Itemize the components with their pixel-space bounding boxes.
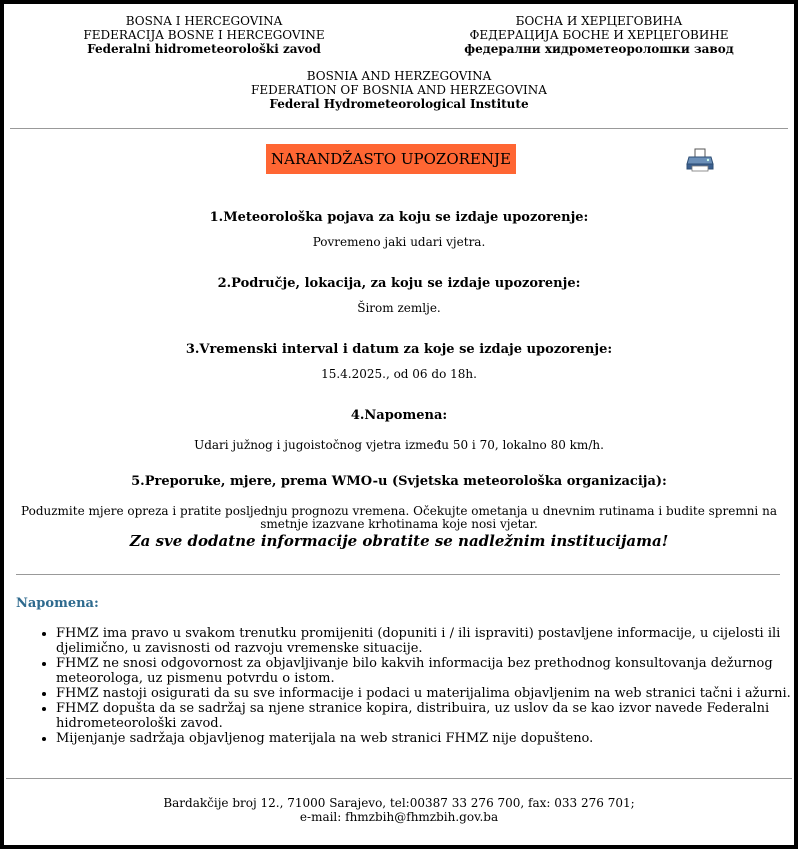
list-item: • FHMZ ne snosi odgovornost za objavljivanje bilo kakvih informacija bez prethodnog konsultovanja dežurnog meteorologa, uz pismenu potvrdu o istom. xyxy=(56,656,798,686)
header-left-line1: BOSNA I HERCEGOVINA xyxy=(125,14,283,28)
list-item: • FHMZ dopušta da se sadržaj sa njene stranice kopira, distribuira, uz uslov da se kao izvor navede Federalni hidrometeorološki zavod. xyxy=(56,701,798,731)
section-4-title: 4.Napomena: xyxy=(350,408,448,423)
footer xyxy=(4,796,794,824)
section-1-title: 1.Meteorološka pojava za koju se izdaje upozorenje: xyxy=(209,210,589,225)
section-2-title: 2.Područje, lokacija, za koju se izdaje upozorenje: xyxy=(217,276,581,291)
page-frame xyxy=(4,4,794,845)
printer-icon[interactable] xyxy=(686,148,714,172)
disclaimer-list xyxy=(16,626,798,746)
header-left-line3: Federalni hidrometeorološki zavod xyxy=(87,42,321,56)
section-5-title: 5.Preporuke, mjere, prema WMO-u (Svjetska meteorološka organizacija): xyxy=(131,474,667,489)
section-3-title: 3.Vremenski interval i datum za koje se izdaje upozorenje: xyxy=(185,342,613,357)
footer-divider xyxy=(6,778,792,779)
header-left xyxy=(44,14,364,56)
content-divider xyxy=(16,574,780,575)
section-4-text: Udari južnog i jugoistočnog vjetra između 50 i 70, lokalno 80 km/h. xyxy=(194,438,604,452)
header-center-line2: FEDERATION OF BOSNIA AND HERZEGOVINA xyxy=(251,83,547,97)
header-right-line3: федерални хидрометеоролошки завод xyxy=(464,42,734,56)
disclaimer-label: Napomena: xyxy=(16,596,99,611)
section-5-text: Poduzmite mjere opreza i pratite posljednju prognozu vremena. Očekujte ometanja u dnevnim rutinama i budite spremni na smetnje izazvane krhotinama koje nosi vjetar. xyxy=(21,504,777,531)
header-right-line1: БОСНА И ХЕРЦЕГОВИНА xyxy=(515,14,683,28)
important-note: Za sve dodatne informacije obratite se nadležnim institucijama! xyxy=(129,532,669,550)
header-center xyxy=(4,69,794,111)
header-divider xyxy=(10,128,788,129)
list-item: • FHMZ nastoji osigurati da su sve informacije i podaci u materijalima objavljenim na web stranici tačni i ažurni. xyxy=(56,686,798,701)
list-item: • FHMZ ima pravo u svakom trenutku promijeniti (dopuniti i / ili ispraviti) postavljene informacije, u cijelosti ili djelimično, u zavisnosti od razvoju vremenske situacije. xyxy=(56,626,798,656)
header-right-line2: ФЕДЕРАЦИЈА БОСНЕ И ХЕРЦЕГОВИНЕ xyxy=(469,28,729,42)
section-3-text: 15.4.2025., od 06 do 18h. xyxy=(321,367,477,381)
header-right xyxy=(434,14,764,56)
header-center-line1: BOSNIA AND HERZEGOVINA xyxy=(306,69,492,83)
footer-address: Bardakčije broj 12., 71000 Sarajevo, tel:00387 33 276 700, fax: 033 276 701; xyxy=(163,796,635,810)
section-2-text: Širom zemlje. xyxy=(357,301,441,315)
list-item: • Mijenjanje sadržaja objavljenog materijala na web stranici FHMZ nije dopušteno. xyxy=(56,731,798,746)
header-left-line2: FEDERACIJA BOSNE I HERCEGOVINE xyxy=(83,28,325,42)
header-center-line3: Federal Hydrometeorological Institute xyxy=(269,97,529,111)
warning-level-badge: NARANDŽASTO UPOZORENJE xyxy=(266,144,516,174)
footer-email[interactable]: e-mail: fhmzbih@fhmzbih.gov.ba xyxy=(299,810,499,824)
section-1-text: Povremeno jaki udari vjetra. xyxy=(312,235,486,249)
